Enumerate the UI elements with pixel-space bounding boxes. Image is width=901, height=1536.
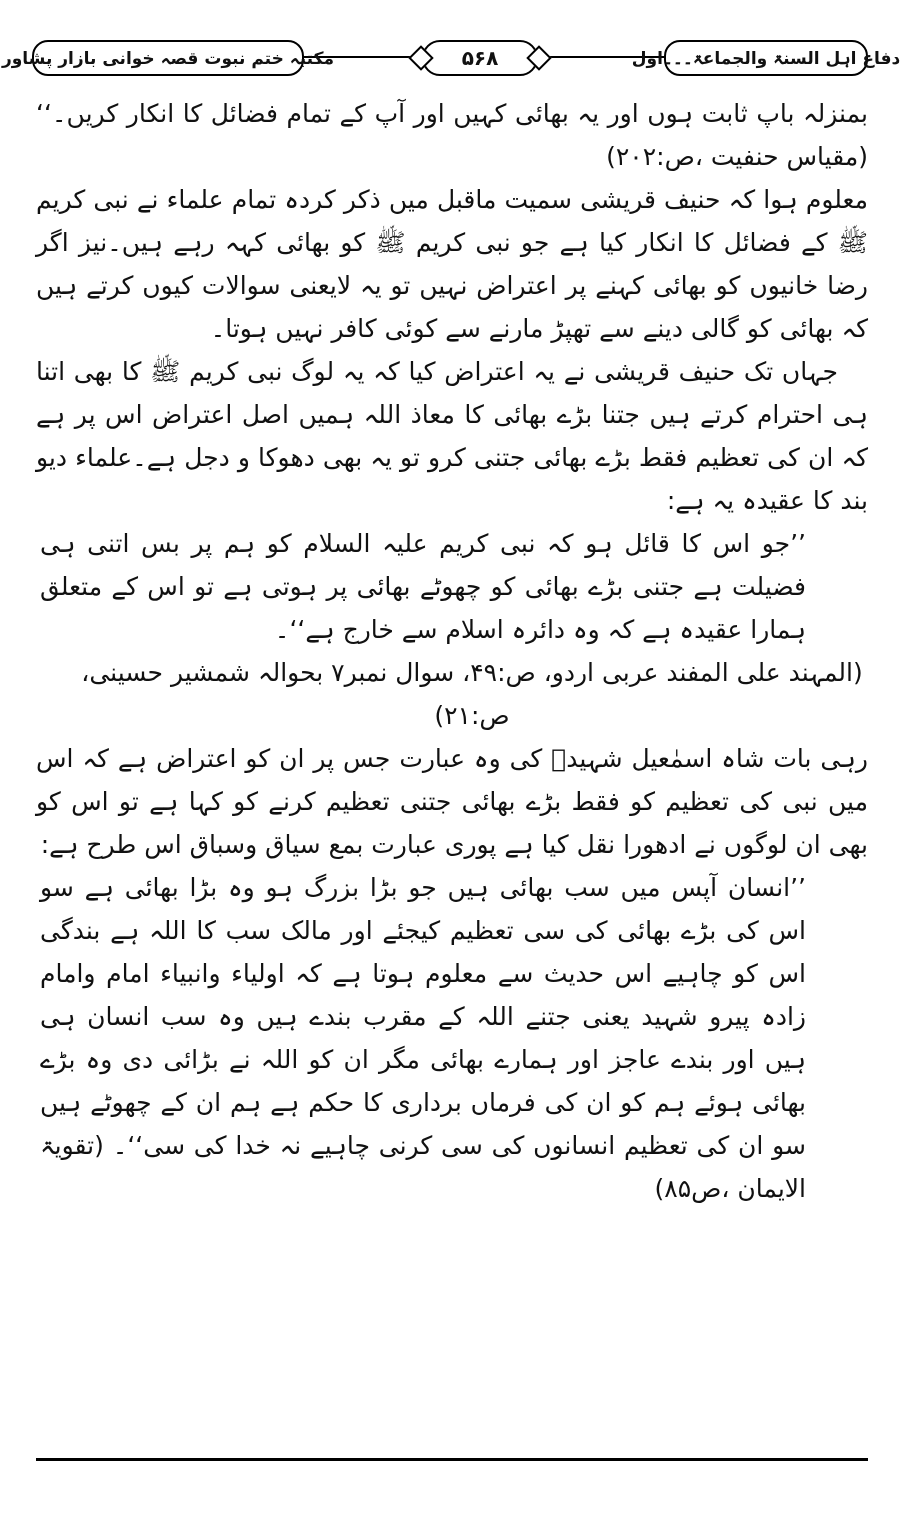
paragraph-2: معلوم ہوا کہ حنیف قریشی سمیت ماقبل میں ذکر کردہ تمام علماء نے نبی کریم ﷺ کے فضائل کا انکار کیا ہے جو نبی کریم ﷺ کو بھائی کہہ رہے ہیں۔نیز اگر رضا خانیوں کو بھائی کہنے پر اعتراض نہیں تو یہ لایعنی سوالات کیوں کرتے ہیں کہ بھائی کو گالی دینے سے تھپڑ مارنے سے کوئی کافر نہیں ہوتا۔ xyxy=(36,185,868,343)
paragraph-1-text: بمنزلہ باپ ثابت ہوں اور یہ بھائی کہیں اور آپ کے تمام فضائل کا انکار کریں۔‘‘ xyxy=(36,99,868,128)
reference-2: (المہند علی المفند عربی اردو، ص:۴۹، سوال نمبر۷ بحوالہ شمشیر حسینی، ص:۲۱) xyxy=(81,658,863,730)
paragraph-4: رہی بات شاہ اسمٰعیل شہیدؒ کی وہ عبارت جس پر ان کو اعتراض ہے کہ اس میں نبی کی تعظیم کو فقط بڑے بھائی جتنی تعظیم کرنے کو کہا ہے تو اس کو بھی ان لوگوں نے ادھورا نقل کیا ہے پوری عبارت بمع سیاق وسباق اس طرح ہے: xyxy=(36,744,868,859)
reference-3: (تقویۃ الایمان ،ص۸۵) xyxy=(40,1131,806,1203)
quote-1: ’’جو اس کا قائل ہو کہ نبی کریم علیہ السلام کو ہم پر بس اتنی ہی فضیلت ہے جتنی بڑے بھائی کو چھوٹے بھائی پر ہوتی ہے تو اس کے متعلق ہمارا عقیدہ ہے کہ وہ دائرہ اسلام سے خارج ہے‘‘۔ xyxy=(40,529,806,644)
reference-1: (مقیاس حنفیت ،ص:۲۰۲) xyxy=(606,142,868,171)
book-title: دفاع اہل السنۃ والجماعۃ۔۔۔اول xyxy=(664,40,868,76)
page-body xyxy=(36,92,868,1210)
quote-2-text: ’’انسان آپس میں سب بھائی ہیں جو بڑا بزرگ ہو وہ بڑا بھائی ہے سو اس کی بڑے بھائی کی سی تعظیم کیجئے اور مالک سب کا اللہ ہے بندگی اس کو چاہیے اس حدیث سے معلوم ہوتا ہے کہ اولیاء وانبیاء امام وامام زادہ پیرو شہید یعنی جتنے اللہ کے مقرب بندے ہیں وہ سب انسان ہی ہیں اور بندے عاجز اور ہمارے بھائی مگر ان کو اللہ نے بڑائی دی وہ بڑے بھائی ہوئے ہم کو ان کی فرماں برداری کا حکم ہے ہم ان کے چھوٹے ہیں سو ان کی تعظیم انسانوں کی سی کرنی چاہیے نہ خدا کی سی‘‘۔ xyxy=(40,873,806,1160)
publisher-name: مکتبہ ختم نبوت قصہ خوانی بازار پشاور xyxy=(32,40,304,76)
quote-2 xyxy=(40,866,806,1210)
paragraph-3: جہاں تک حنیف قریشی نے یہ اعتراض کیا کہ یہ لوگ نبی کریم ﷺ کا بھی اتنا ہی احترام کرتے ہیں جتنا بڑے بھائی کا معاذ اللہ ہمیں اصل اعتراض اس پر ہے کہ ان کی تعظیم فقط بڑے بھائی جتنی کرو تو یہ بھی دھوکا و دجل ہے۔علماء دیو بند کا عقیدہ یہ ہے: xyxy=(36,357,868,515)
footer-rule xyxy=(36,1458,868,1461)
page-number: ۵۶۸ xyxy=(422,40,538,76)
paragraph-1 xyxy=(36,92,868,178)
page-header xyxy=(1,38,901,76)
